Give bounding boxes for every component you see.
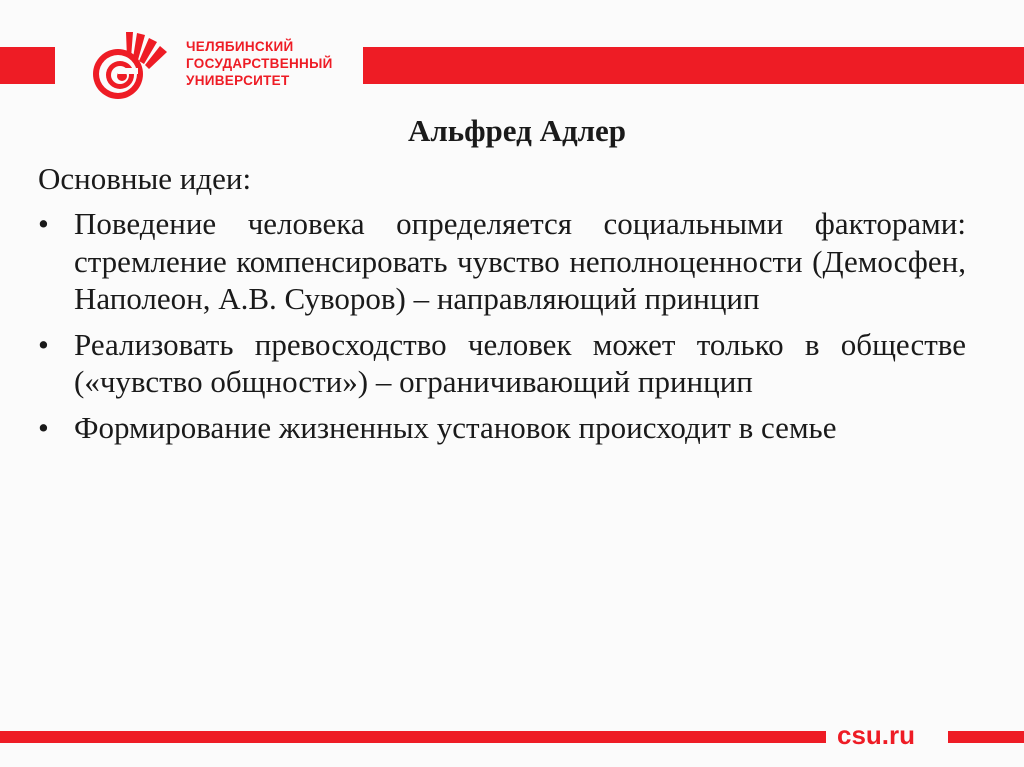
university-name-line-2: ГОСУДАРСТВЕННЫЙ xyxy=(186,56,333,71)
university-name-line-3: УНИВЕРСИТЕТ xyxy=(186,73,290,88)
footer-bar-right xyxy=(948,731,1024,743)
bullet-icon: • xyxy=(38,326,49,362)
csu-logo-icon xyxy=(82,28,174,102)
slide-subtitle: Основные идеи: xyxy=(38,160,252,196)
header-bar-left xyxy=(0,47,55,84)
list-item xyxy=(38,205,966,318)
slide-title: Альфред Адлер xyxy=(407,113,627,148)
list-item-text: Формирование жизненных установок происходит в семье xyxy=(74,409,837,445)
bullet-icon: • xyxy=(38,206,49,241)
bullet-icon: • xyxy=(38,409,49,445)
site-link[interactable]: csu.ru xyxy=(837,720,916,750)
list-item-text: Реализовать превосходство человек может только в обществе («чувство общности») – ограничивающий принцип xyxy=(74,326,966,399)
university-name-line-1: ЧЕЛЯБИНСКИЙ xyxy=(186,39,294,54)
footer-bar-left xyxy=(0,731,826,743)
list-item-text: Поведение человека определяется социальными факторами: стремление компенсировать чувство неполноценности (Демосфен, Наполеон, А.В. Суворов) – направляющий принцип xyxy=(74,206,966,316)
university-name xyxy=(186,38,333,89)
slide-content xyxy=(38,112,966,454)
bullet-list xyxy=(38,205,966,446)
list-item xyxy=(38,326,966,401)
list-item xyxy=(38,409,966,447)
header-bar-right xyxy=(363,47,1024,84)
